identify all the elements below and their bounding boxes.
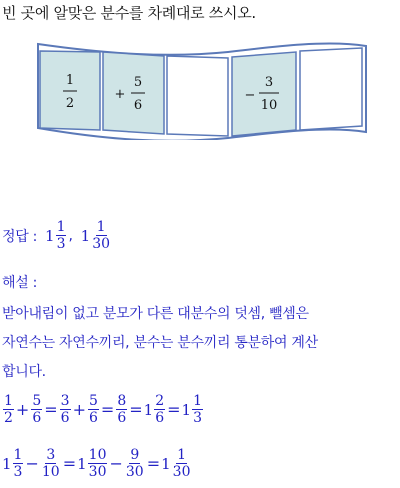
- cell1-denominator: 2: [65, 96, 75, 111]
- answer-separator: ,: [68, 227, 73, 244]
- eq1-whole-7: 1: [181, 400, 192, 419]
- explanation-label: 해설 :: [2, 275, 38, 291]
- answer1-whole: 1: [45, 226, 55, 245]
- cell2-denominator: 6: [133, 98, 143, 113]
- eq2-fraction-4: $\frac{9}{30}$: [125, 447, 144, 480]
- eq1-plus-1: +: [15, 400, 30, 419]
- answer1-fraction: $\frac{1}{3}$: [56, 219, 66, 252]
- eq2-minus-2: −: [109, 454, 123, 473]
- eq1-fraction-7: $\frac{1}{3}$: [193, 393, 202, 426]
- strip-cell-5: [300, 48, 362, 130]
- eq1-equals-1: =: [44, 400, 58, 419]
- eq2-equals-1: =: [62, 454, 77, 473]
- strip-cell-4: [232, 52, 296, 136]
- answer2-whole: 1: [80, 226, 91, 245]
- strip-cell-3: [167, 56, 228, 136]
- eq1-fraction-4: $\frac{5}{6}$: [88, 393, 98, 426]
- eq2-whole-3: 1: [77, 454, 87, 473]
- eq1-fraction-6: $\frac{2}{6}$: [155, 393, 165, 426]
- answer-line: [2, 220, 112, 251]
- cell4-denominator: 10: [260, 98, 278, 113]
- eq2-fraction-5: $\frac{1}{30}$: [172, 447, 191, 480]
- cell4-sign: −: [244, 88, 256, 103]
- eq1-fraction-2: $\frac{5}{6}$: [32, 393, 42, 426]
- cell1-numerator: 1: [65, 73, 75, 88]
- answer-label: 정답 :: [2, 228, 38, 245]
- eq2-equals-2: =: [146, 454, 161, 473]
- eq1-equals-4: =: [167, 400, 181, 419]
- fraction-strip: [28, 36, 374, 140]
- eq1-plus-2: +: [72, 400, 86, 419]
- equation-2: [2, 448, 193, 479]
- eq1-equals-3: =: [129, 400, 143, 419]
- explanation-line-1: 받아내림이 없고 분모가 다른 대분수의 덧셈, 뺄셈은: [2, 306, 309, 322]
- answer2-fraction: $\frac{1}{30}$: [92, 219, 111, 252]
- eq1-fraction-5: $\frac{8}{6}$: [117, 393, 127, 426]
- eq2-whole-5: 1: [161, 454, 171, 473]
- explanation-line-3: 합니다.: [2, 364, 46, 380]
- explanation-line-2: 자연수는 자연수끼리, 분수는 분수끼리 통분하여 계산: [2, 335, 318, 351]
- question-text: 빈 곳에 알맞은 분수를 차례대로 쓰시오.: [2, 4, 256, 22]
- eq2-fraction-1: $\frac{1}{3}$: [13, 447, 23, 480]
- cell2-numerator: 5: [133, 75, 143, 90]
- eq1-whole-6: 1: [143, 400, 154, 419]
- eq1-fraction-1: $\frac{1}{2}$: [4, 393, 13, 426]
- eq1-fraction-3: $\frac{3}{6}$: [60, 393, 70, 426]
- eq2-fraction-3: $\frac{10}{30}$: [88, 447, 107, 480]
- eq2-fraction-2: $\frac{3}{10}$: [41, 447, 60, 480]
- cell4-numerator: 3: [264, 75, 274, 90]
- equation-1: [2, 394, 204, 425]
- cell2-sign: +: [114, 87, 126, 102]
- eq2-whole-1: 1: [2, 454, 12, 473]
- eq1-equals-2: =: [100, 400, 115, 419]
- eq2-minus-1: −: [25, 454, 39, 473]
